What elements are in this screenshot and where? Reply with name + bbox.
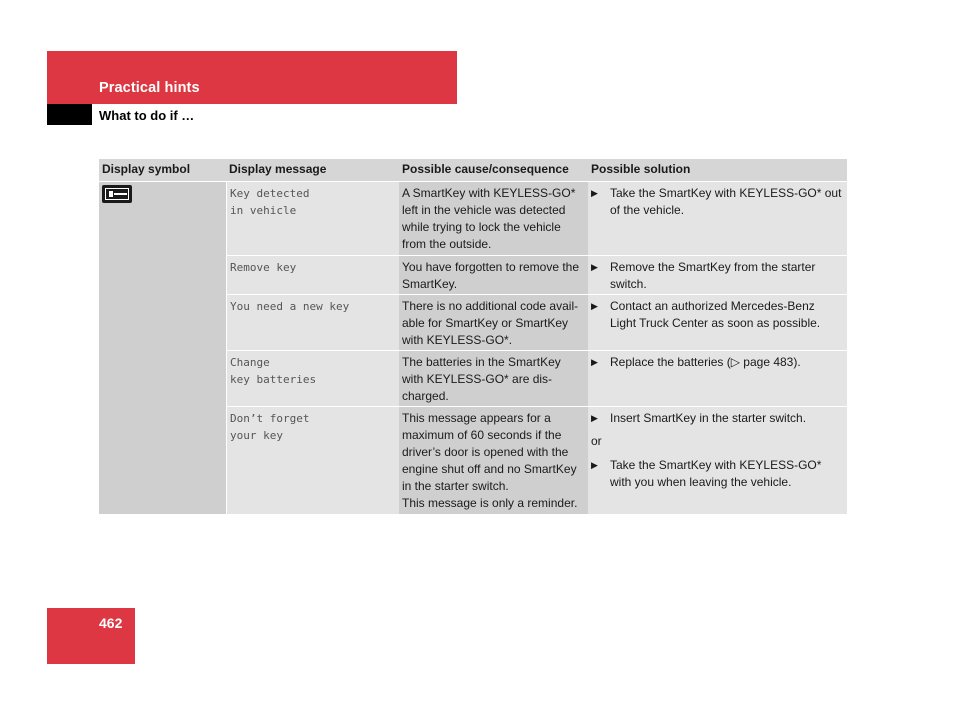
key-icon xyxy=(102,185,132,203)
display-message: Key detected in vehicle xyxy=(226,182,399,255)
cause-note: This message is only a reminder. xyxy=(402,496,578,510)
possible-cause: The batteries in the SmartKey with KEYLESS-GO* are dis-charged. xyxy=(399,351,588,406)
table-row xyxy=(226,182,847,256)
possible-cause: This message appears for a maximum of 60 seconds if the driver’s door is opened with the engine shut off and no SmartKey in the starter switch. This message is only a reminder. xyxy=(399,407,588,514)
possible-solution: ▶ Insert SmartKey in the starter switch. or ▶ Take the SmartKey with KEYLESS-GO* with you when leaving the vehicle. xyxy=(588,407,847,514)
table-header xyxy=(99,159,847,182)
possible-cause: There is no additional code avail-able for SmartKey or SmartKey with KEYLESS-GO*. xyxy=(399,295,588,350)
bullet-icon: ▶ xyxy=(591,357,598,367)
possible-cause: You have forgotten to remove the SmartKey. xyxy=(399,256,588,294)
bullet-icon: ▶ xyxy=(591,413,598,423)
possible-solution: ▶ Take the SmartKey with KEYLESS-GO* out of the vehicle. xyxy=(588,182,847,255)
possible-solution: ▶ Contact an authorized Mercedes-Benz Light Truck Center as soon as possible. xyxy=(588,295,847,350)
display-message: You need a new key xyxy=(226,295,399,350)
page-subtitle: What to do if … xyxy=(99,108,195,123)
bullet-icon: ▶ xyxy=(591,262,598,272)
table-row xyxy=(226,295,847,351)
display-symbol-cell xyxy=(99,182,226,514)
section-tab-marker xyxy=(47,104,92,125)
column-header-solution: Possible solution xyxy=(591,162,691,176)
page-number: 462 xyxy=(99,615,123,631)
display-message: Don’t forget your key xyxy=(226,407,399,514)
section-title: Practical hints xyxy=(99,80,200,96)
solution-separator: or xyxy=(591,434,602,448)
possible-solution: ▶ Remove the SmartKey from the starter switch. xyxy=(588,256,847,294)
column-header-message: Display message xyxy=(229,162,327,176)
section-banner xyxy=(47,51,457,104)
table-row xyxy=(226,351,847,407)
display-messages-table xyxy=(99,159,847,514)
column-header-symbol: Display symbol xyxy=(102,162,191,176)
display-message: Change key batteries xyxy=(226,351,399,406)
table-row xyxy=(226,256,847,295)
bullet-icon: ▶ xyxy=(591,188,598,198)
bullet-icon: ▶ xyxy=(591,301,598,311)
possible-cause: A SmartKey with KEYLESS-GO* left in the vehicle was detected while trying to lock the vehicle from the outside. xyxy=(399,182,588,255)
table-row xyxy=(226,407,847,514)
possible-solution: ▶ Replace the batteries (▷ page 483). xyxy=(588,351,847,406)
column-header-cause: Possible cause/consequence xyxy=(402,162,569,176)
bullet-icon: ▶ xyxy=(591,460,598,470)
display-message: Remove key xyxy=(226,256,399,294)
